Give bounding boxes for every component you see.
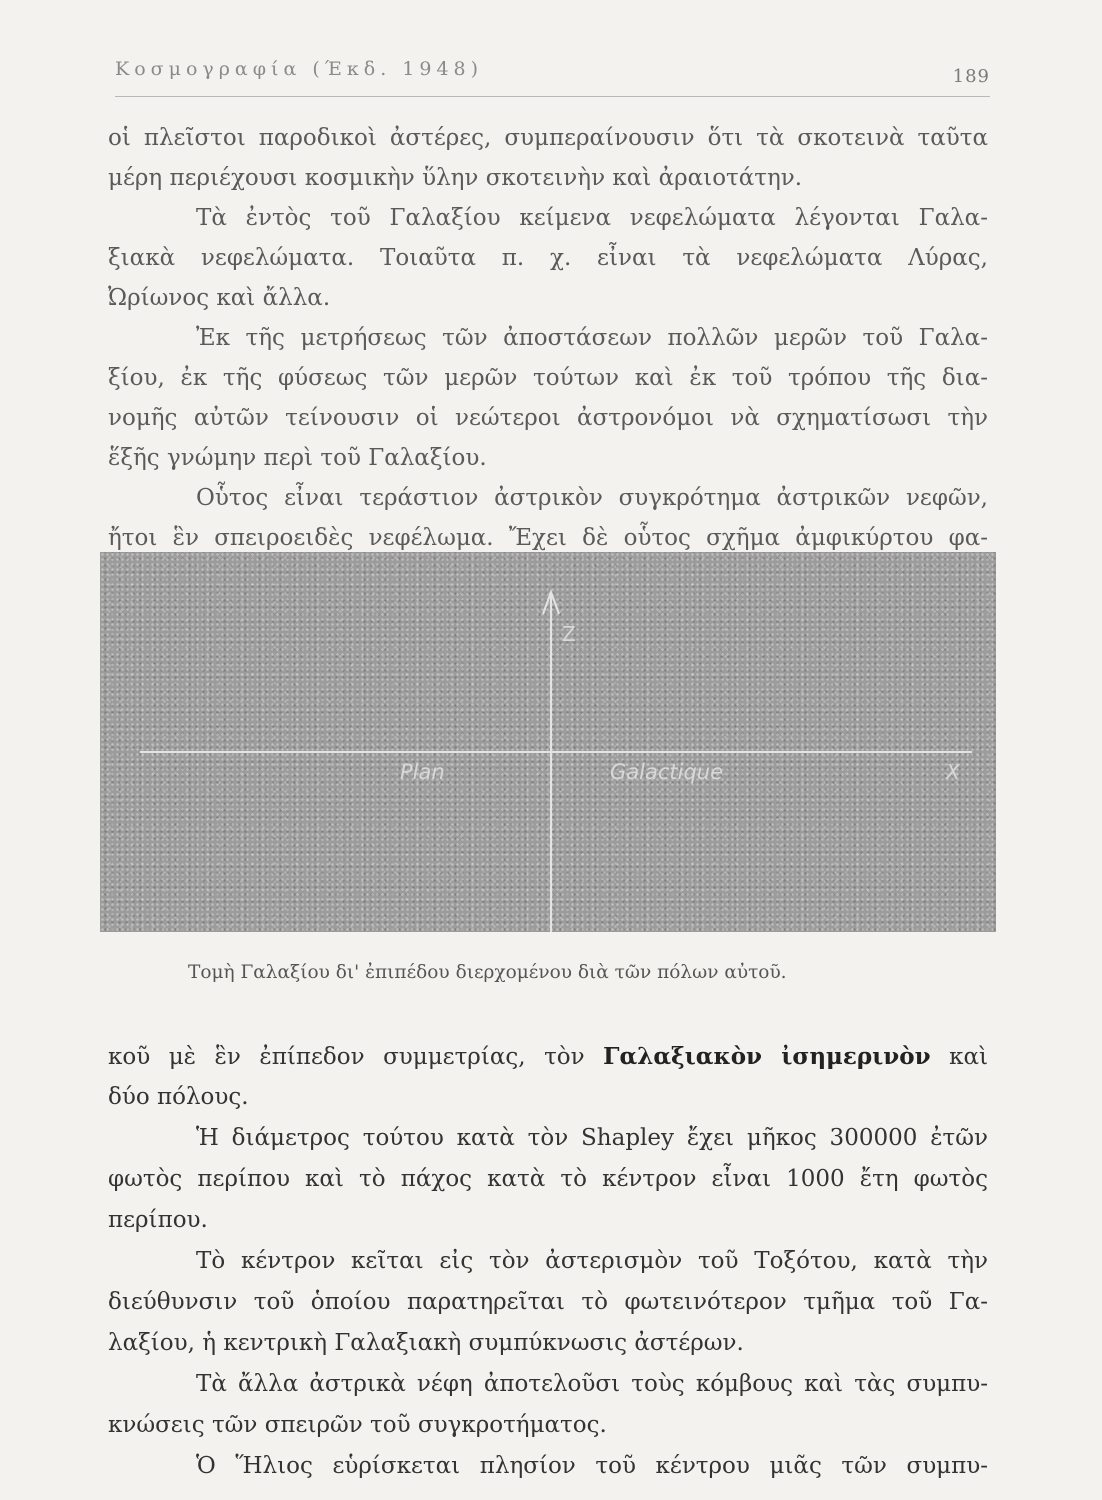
text-span: καὶ — [930, 1044, 988, 1070]
text-line: Ἡ διάμετρος τούτου κατὰ τὸν Shapley ἔχει μῆκος 300000 ἐτῶν — [196, 1125, 988, 1151]
running-head-title: Κοσμογραφία (Έκδ. 1948) — [115, 58, 484, 80]
page-number: 189 — [952, 66, 990, 87]
top-paragraphs — [108, 118, 988, 558]
text-line: διεύθυνσιν τοῦ ὁποίου παρατηρεῖται τὸ φωτεινότερον τμῆμα τοῦ Γα- — [108, 1289, 988, 1315]
text-line: οἱ πλεῖστοι παροδικοὶ ἀστέρες, συμπεραίνουσιν ὅτι τὰ σκοτεινὰ ταῦτα — [108, 125, 988, 151]
galactique-label: Galactique — [610, 760, 724, 784]
text-line: ἤτοι ἓν σπειροειδὲς νεφέλωμα. Ἔχει δὲ οὗτος σχῆμα ἀμφικύρτου φα- — [108, 525, 988, 551]
z-axis-label: Z — [562, 622, 576, 646]
text-line: Ὁ Ἥλιος εὑρίσκεται πλησίον τοῦ κέντρου μιᾶς τῶν συμπυ- — [196, 1453, 988, 1479]
text-line: ξιακὰ νεφελώματα. Τοιαῦτα π. χ. εἶναι τὰ νεφελώματα Λύρας, — [108, 245, 988, 271]
x-axis-label: X — [946, 760, 960, 784]
text-line — [108, 1036, 988, 1077]
text-line: δύο πόλους. — [108, 1084, 249, 1110]
bottom-paragraphs — [108, 1036, 988, 1487]
text-line: νομῆς αὐτῶν τείνουσιν οἱ νεώτεροι ἀστρονόμοι νὰ σχηματίσωσι τὴν — [108, 405, 988, 431]
text-line: Ἐκ τῆς μετρήσεως τῶν ἀποστάσεων πολλῶν μερῶν τοῦ Γαλα- — [196, 325, 988, 351]
plan-label: Plan — [400, 760, 445, 784]
bold-term: Γαλαξιακὸν ἰσημερινὸν — [603, 1043, 931, 1070]
text-line: ἕξῆς γνώμην περὶ τοῦ Γαλαξίου. — [108, 445, 487, 471]
running-head — [115, 52, 990, 97]
text-line: ξίου, ἐκ τῆς φύσεως τῶν μερῶν τούτων καὶ ἐκ τοῦ τρόπου τῆς δια- — [108, 365, 988, 391]
text-line: Τὰ ἐντὸς τοῦ Γαλαξίου κείμενα νεφελώματα λέγονται Γαλα- — [196, 205, 988, 231]
figure-caption: Τομὴ Γαλαξίου δι' ἐπιπέδου διερχομένου διὰ τῶν πόλων αὐτοῦ. — [188, 962, 787, 983]
text-span: κοῦ μὲ ἓν ἐπίπεδον συμμετρίας, τὸν — [108, 1044, 604, 1070]
figure-axes — [100, 552, 996, 932]
text-line: μέρη περιέχουσι κοσμικὴν ὕλην σκοτεινὴν καὶ ἀραιοτάτην. — [108, 165, 803, 191]
text-line: Οὗτος εἶναι τεράστιον ἀστρικὸν συγκρότημα ἀστρικῶν νεφῶν, — [196, 485, 988, 511]
text-line: Ὠρίωνος καὶ ἄλλα. — [108, 285, 331, 311]
galaxy-section-figure — [100, 552, 996, 932]
text-line: Τὸ κέντρον κεῖται εἰς τὸν ἀστερισμὸν τοῦ Τοξότου, κατὰ τὴν — [196, 1248, 988, 1274]
text-line: Τὰ ἄλλα ἀστρικὰ νέφη ἀποτελοῦσι τοὺς κόμβους καὶ τὰς συμπυ- — [196, 1371, 988, 1397]
text-line: περίπου. — [108, 1207, 208, 1233]
text-line: φωτὸς περίπου καὶ τὸ πάχος κατὰ τὸ κέντρον εἶναι 1000 ἔτη φωτὸς — [108, 1166, 988, 1192]
text-line: κνώσεις τῶν σπειρῶν τοῦ συγκροτήματος. — [108, 1412, 607, 1438]
text-line: λαξίου, ἡ κεντρικὴ Γαλαξιακὴ συμπύκνωσις ἀστέρων. — [108, 1330, 744, 1356]
